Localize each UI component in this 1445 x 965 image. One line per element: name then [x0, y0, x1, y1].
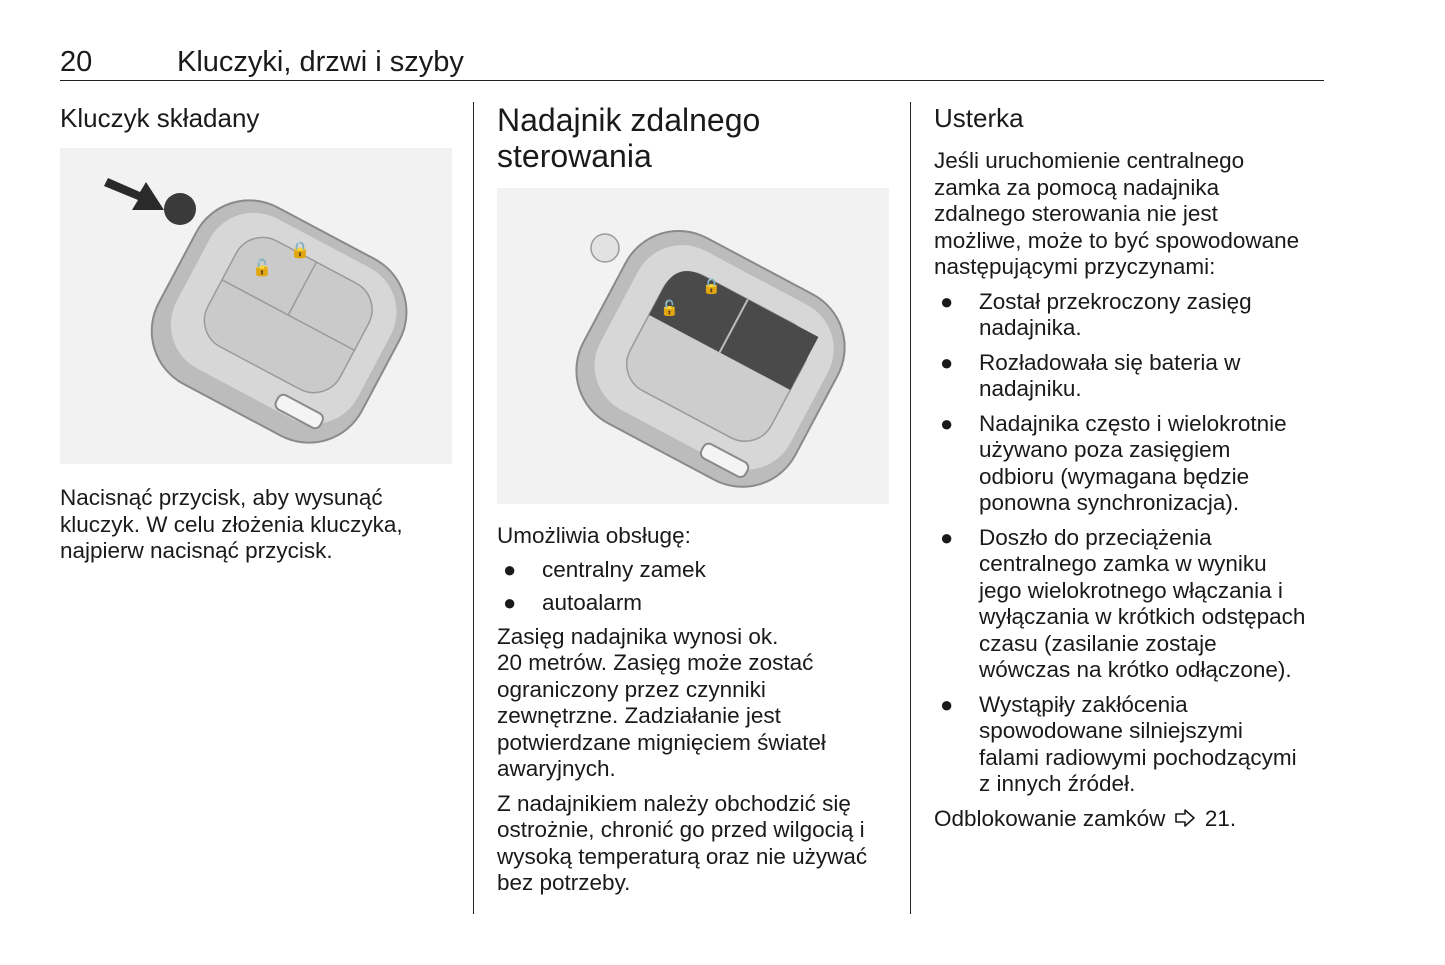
folding-key-illustration [60, 148, 452, 464]
section-heading-remote-control [497, 102, 892, 174]
paragraph-line: Z nadajnikiem należy obchodzić się [497, 790, 851, 816]
page-header [60, 44, 1324, 81]
list-item: ● Doszło do przeciążenia centralnego zamka w wyniku jego wielokrotnego włączania i wyłączania w krótkich odstępach czasu (zasilanie zostaje wówczas na krótko odłączone). [940, 524, 1306, 682]
list-item: ● autoalarm [503, 590, 643, 615]
paragraph-line: zdalnego sterowania nie jest [934, 201, 1218, 226]
column-divider [910, 102, 911, 914]
heading-line: Nadajnik zdalnego [497, 102, 761, 138]
paragraph-line: potwierdzane mignięciem świateł [497, 729, 826, 755]
bullet-icon: ● [940, 524, 954, 550]
paragraph-line: kluczyk. W celu złożenia kluczyka, [60, 511, 403, 537]
svg-text:🔒: 🔒 [290, 240, 310, 259]
paragraph-line: 20 metrów. Zasięg może zostać [497, 650, 814, 675]
section-heading-malfunction: Usterka [934, 103, 1024, 133]
column-divider [473, 102, 474, 914]
page-number: 20 [60, 46, 93, 78]
list-item: ● Wystąpiły zakłócenia spowodowane silniejszymi falami radiowymi pochodzącymi z innych źródeł. [940, 691, 1297, 796]
paragraph-line: awaryjnych. [497, 756, 616, 781]
cross-reference [934, 806, 1329, 833]
bullet-icon: ● [940, 691, 954, 717]
cross-reference-page: 21. [1204, 805, 1237, 831]
remote-key-illustration [497, 188, 889, 504]
paragraph-line: wysoką temperaturą oraz nie używać [497, 843, 868, 869]
folding-key-icon [60, 148, 452, 464]
intro-text: Umożliwia obsługę: [497, 523, 691, 548]
bullet-icon: ● [503, 556, 517, 582]
paragraph-line: najpierw nacisnąć przycisk. [60, 538, 333, 563]
heading-line: sterowania [497, 138, 652, 174]
paragraph-line: następującymi przyczynami: [934, 254, 1216, 279]
page-reference-arrow-icon [1174, 808, 1196, 828]
column-remote-control [497, 102, 892, 897]
cross-reference-text: Odblokowanie zamków [934, 805, 1166, 831]
bullet-icon: ● [503, 590, 517, 615]
column-malfunction [934, 102, 1329, 832]
bullet-icon: ● [940, 288, 954, 314]
chapter-title: Kluczyki, drzwi i szyby [177, 46, 464, 78]
list-item: ● Został przekroczony zasięg nadajnika. [940, 288, 1252, 340]
paragraph-line: możliwe, może to być spowodowane [934, 227, 1300, 253]
svg-text:🔓: 🔓 [252, 258, 272, 277]
svg-text:🔓: 🔓 [660, 299, 679, 317]
column-folding-key [60, 102, 452, 565]
paragraph-line: ograniczony przez czynniki [497, 676, 766, 702]
list-item: ● centralny zamek [503, 556, 706, 582]
section-heading-folding-key: Kluczyk składany [60, 103, 260, 133]
paragraph-line: bez potrzeby. [497, 870, 631, 895]
paragraph-line: Zasięg nadajnika wynosi ok. [497, 623, 779, 649]
paragraph-line: zewnętrzne. Zadziałanie jest [497, 703, 781, 728]
paragraph-line: Nacisnąć przycisk, aby wysunąć [60, 485, 383, 510]
bullet-icon: ● [940, 410, 954, 436]
paragraph-line: ostrożnie, chronić go przed wilgocią i [497, 817, 865, 842]
list-item: ● Rozładowała się bateria w nadajniku. [940, 349, 1241, 401]
svg-text:🔒: 🔒 [702, 277, 721, 295]
paragraph-line: zamka za pomocą nadajnika [934, 174, 1220, 200]
list-item: ● Nadajnika często i wielokrotnie używano poza zasięgiem odbioru (wymagana będzie ponowna synchronizacja). [940, 410, 1287, 515]
paragraph-line: Jeśli uruchomienie centralnego [934, 148, 1245, 173]
remote-key-fob-icon [497, 188, 889, 504]
bullet-icon: ● [940, 349, 954, 375]
